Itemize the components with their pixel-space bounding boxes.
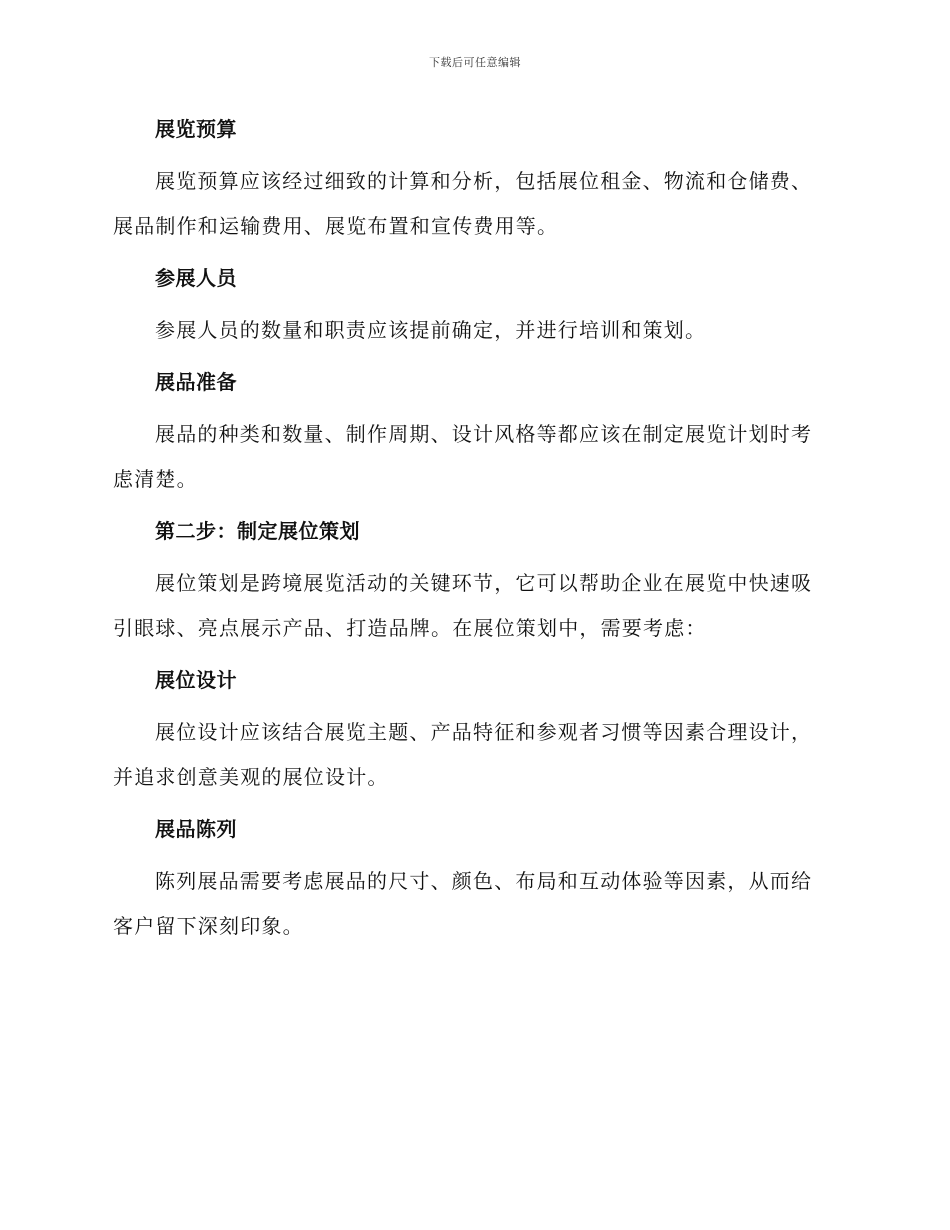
section-paragraph: [113, 159, 837, 249]
paragraph-line: 展品的种类和数量、制作周期、设计风格等都应该在制定展览计划时考: [155, 422, 813, 446]
page-header-note: 下载后可任意编辑: [429, 56, 521, 69]
section-heading: 参展人员: [155, 266, 237, 290]
section-exhibition-budget: [113, 112, 837, 261]
section-paragraph: [113, 710, 837, 800]
section-heading: 展品准备: [155, 370, 237, 394]
paragraph-line: 陈列展品需要考虑展品的尺寸、颜色、布局和互动体验等因素，从而给: [155, 869, 813, 893]
paragraph-line: 参展人员的数量和职责应该提前确定，并进行培训和策划。: [155, 318, 707, 342]
section-paragraph: [113, 859, 837, 949]
section-heading: 展览预算: [155, 117, 237, 141]
paragraph-line: 虑清楚。: [113, 467, 198, 491]
section-heading: 第二步：制定展位策划: [155, 519, 360, 543]
section-exhibit-display: [113, 812, 837, 949]
section-paragraph: [113, 308, 837, 353]
paragraph-line: 展位策划是跨境展览活动的关键环节，它可以帮助企业在展览中快速吸: [155, 571, 813, 595]
section-step-two-booth-planning: [113, 514, 837, 663]
paragraph-line: 展览预算应该经过细致的计算和分析，包括展位租金、物流和仓储费、: [155, 169, 813, 193]
section-paragraph: [113, 561, 837, 651]
paragraph-line: 引眼球、亮点展示产品、打造品牌。在展位策划中，需要考虑：: [113, 616, 707, 640]
section-exhibitors: [113, 261, 837, 365]
document-body: [113, 112, 837, 949]
section-heading: 展位设计: [155, 668, 237, 692]
paragraph-line: 展品制作和运输费用、展览布置和宣传费用等。: [113, 214, 559, 238]
section-heading: 展品陈列: [155, 817, 237, 841]
paragraph-line: 展位设计应该结合展览主题、产品特征和参观者习惯等因素合理设计，: [155, 720, 813, 744]
section-exhibit-preparation: [113, 365, 837, 514]
section-booth-design: [113, 663, 837, 812]
section-paragraph: [113, 412, 837, 502]
paragraph-line: 并追求创意美观的展位设计。: [113, 765, 389, 789]
paragraph-line: 客户留下深刻印象。: [113, 914, 304, 938]
